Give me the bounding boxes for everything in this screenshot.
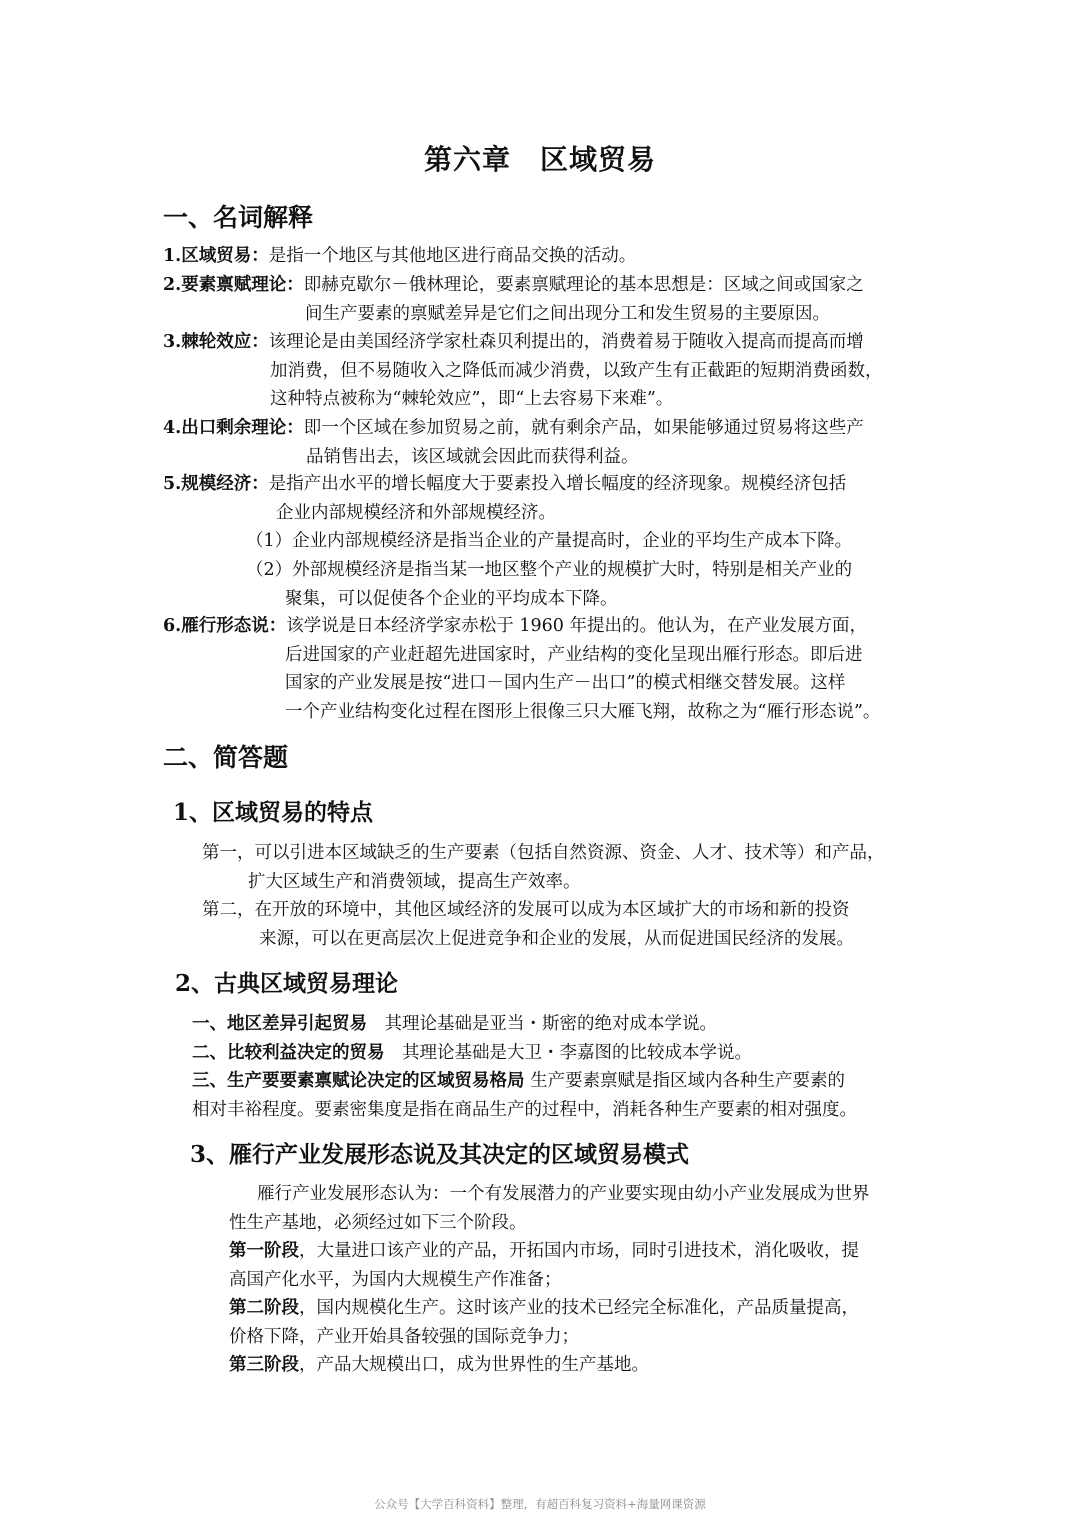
term-label: 6.雁行形态说：	[163, 616, 287, 636]
paragraph-line: 来源，可以在更高层次上促进竞争和企业的发展，从而促进国民经济的发展。	[259, 929, 854, 949]
term-label: 5.规模经济：	[163, 474, 269, 494]
stage-label: 第二阶段	[229, 1298, 299, 1318]
term-economies-of-scale	[163, 470, 923, 527]
term-flying-geese	[163, 612, 923, 726]
stage-text: ，产品大规模出口，成为世界性的生产基地。	[299, 1355, 649, 1375]
chapter-title: 第六章 区域贸易	[423, 143, 656, 176]
theory-item-1	[192, 1010, 717, 1039]
theory-item-label: 三、生产要要素禀赋论决定的区域贸易格局	[192, 1071, 525, 1091]
term-label: 1.区域贸易：	[163, 246, 269, 266]
theory-item-2	[192, 1039, 752, 1068]
term-text: 该学说是日本经济学家赤松于 1960 年提出的。他认为，在产业发展方面，	[286, 616, 867, 636]
term-text: 企业内部规模经济和外部规模经济。	[276, 502, 556, 523]
paragraph-line: 扩大区域生产和消费领域，提高生产效率。	[248, 872, 581, 892]
paragraph-line: 性生产基地，必须经过如下三个阶段。	[229, 1213, 527, 1233]
term-text: 一个产业结构变化过程在图形上很像三只大雁飞翔，故称之为“雁行形态说”。	[285, 701, 881, 722]
term-label: 3.棘轮效应：	[163, 332, 269, 352]
term-text: 后进国家的产业赶超先进国家时，产业结构的变化呈现出雁行形态。即后进	[285, 644, 863, 665]
term-text: 即赫克歇尔－俄林理论，要素禀赋理论的基本思想是：区域之间或国家之	[303, 275, 864, 295]
term-text: 是指一个地区与其他地区进行商品交换的活动。	[268, 246, 637, 266]
term-label: 4.出口剩余理论：	[163, 418, 304, 438]
theory-item-text: 其理论基础是大卫・李嘉图的比较成本学说。	[384, 1043, 752, 1063]
stage-label: 第一阶段	[229, 1241, 299, 1261]
stage-label: 第三阶段	[229, 1355, 299, 1375]
theory-item-3-continuation: 相对丰裕程度。要素密集度是指在商品生产的过程中，消耗各种生产要素的相对强度。	[192, 1100, 857, 1120]
theory-item-text: 其理论基础是亚当・斯密的绝对成本学说。	[367, 1014, 717, 1034]
sub-item-text: （1）企业内部规模经济是指当企业的产量提高时，企业的平均生产成本下降。	[246, 531, 853, 551]
paragraph-line: 雁行产业发展形态认为：一个有发展潜力的产业要实现由幼小产业发展成为世界	[257, 1184, 870, 1204]
term-text: 国家的产业发展是按“进口－国内生产－出口”的模式相继交替发展。这样	[285, 673, 846, 693]
term-text: 是指产出水平的增长幅度大于要素投入增长幅度的经济现象。规模经济包括	[268, 474, 847, 494]
term-label: 2.要素禀赋理论：	[163, 275, 304, 295]
term-text: 间生产要素的禀赋差异是它们之间出现分工和发生贸易的主要原因。	[305, 303, 830, 324]
stage-2	[229, 1294, 859, 1352]
theory-item-label: 一、地区差异引起贸易	[192, 1014, 367, 1034]
section-heading-definitions: 一、名词解释	[163, 203, 314, 232]
sub-item-text: 聚集，可以促使各个企业的平均成本下降。	[285, 588, 618, 609]
term-text: 这种特点被称为“棘轮效应”，即“上去容易下来难”。	[270, 389, 674, 409]
paragraph-line: 第一，可以引进本区域缺乏的生产要素（包括自然资源、资金、人才、技术等）和产品，	[202, 843, 885, 863]
answer-paragraph-2	[202, 896, 854, 954]
question-heading-3: 3、雁行产业发展形态说及其决定的区域贸易模式	[190, 1141, 690, 1168]
sub-item-external-scale	[246, 556, 852, 613]
stage-text: 高国产化水平，为国内大规模生产作准备；	[229, 1270, 562, 1290]
term-text: 加消费，但不易随收入之降低而减少消费，以致产生有正截距的短期消费函数，	[270, 360, 883, 381]
term-text: 该理论是由美国经济学家杜森贝利提出的，消费着易于随收入提高而提高而增	[268, 332, 864, 352]
section-heading-short-answers: 二、简答题	[163, 743, 289, 772]
sub-item-internal-scale	[246, 527, 852, 556]
paragraph-line: 第二，在开放的环境中，其他区域经济的发展可以成为本区域扩大的市场和新的投资	[202, 900, 850, 920]
theory-item-text: 生产要素禀赋是指区域内各种生产要素的	[524, 1071, 846, 1091]
page-footer-watermark: 公众号【大学百科资料】整理，有超百科复习资料+海量网课资源	[374, 1497, 706, 1511]
stage-text: ，大量进口该产业的产品，开拓国内市场，同时引进技术，消化吸收，提	[299, 1241, 859, 1261]
theory-item-3	[192, 1067, 845, 1096]
term-regional-trade	[163, 242, 923, 271]
stage-3	[229, 1351, 649, 1380]
question-heading-2: 2、古典区域贸易理论	[175, 970, 399, 997]
term-export-surplus	[163, 414, 923, 471]
answer-paragraph-1	[202, 839, 885, 897]
stage-1	[229, 1237, 859, 1295]
question-heading-1: 1、区域贸易的特点	[173, 799, 374, 826]
sub-item-text: （2）外部规模经济是指当某一地区整个产业的规模扩大时，特别是相关产业的	[246, 560, 853, 580]
term-text: 即一个区域在参加贸易之前，就有剩余产品，如果能够通过贸易将这些产	[303, 418, 864, 438]
term-factor-endowment	[163, 271, 923, 328]
term-ratchet-effect	[163, 328, 923, 414]
flying-geese-intro	[229, 1180, 870, 1238]
stage-text: 价格下降，产业开始具备较强的国际竞争力；	[229, 1327, 579, 1347]
term-text: 品销售出去，该区域就会因此而获得利益。	[306, 446, 639, 467]
stage-text: ，国内规模化生产。这时该产业的技术已经完全标准化，产品质量提高，	[299, 1298, 859, 1318]
theory-item-label: 二、比较利益决定的贸易	[192, 1043, 385, 1063]
